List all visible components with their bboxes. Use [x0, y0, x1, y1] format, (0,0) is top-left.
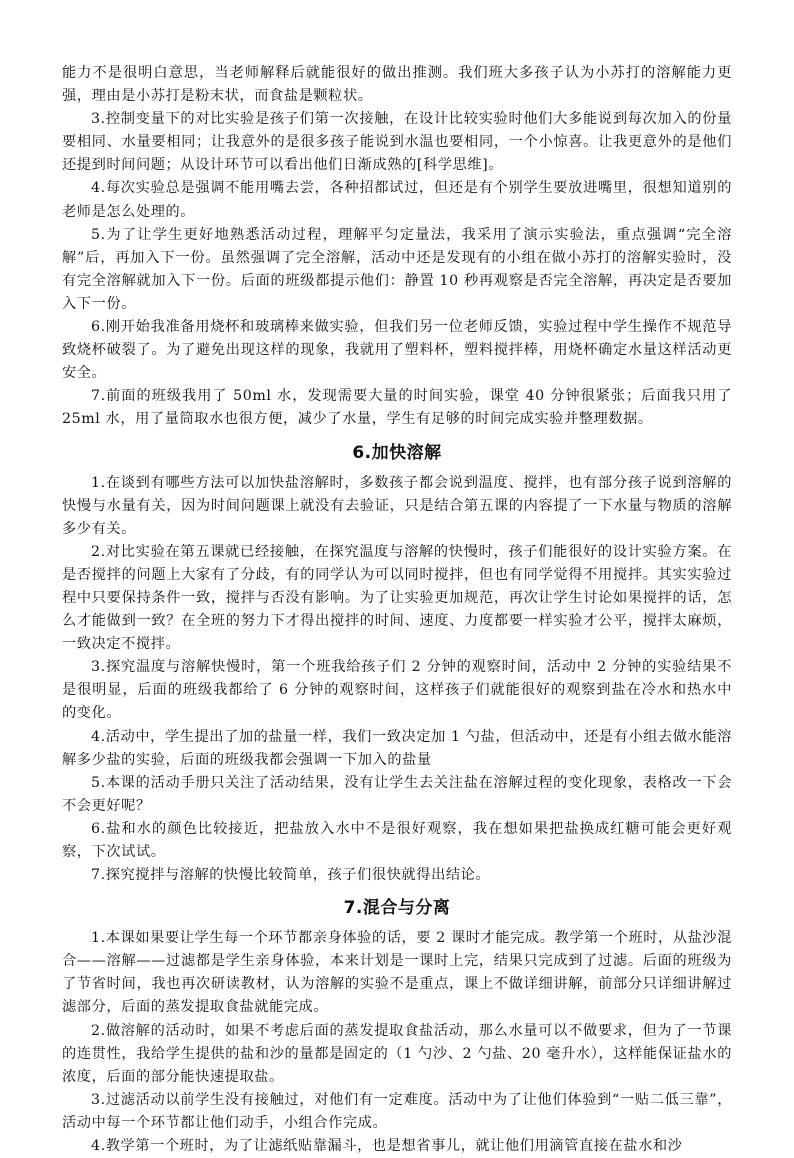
list-item: 3.探究温度与溶解快慢时，第一个班我给孩子们 2 分钟的观察时间，活动中 2 分钟的实验结果不是很明显，后面的班级我都给了 6 分钟的观察时间，这样孩子们就能很好的观察到盐在冷水和热水中的变化。	[62, 659, 732, 722]
list-item: 2.对比实验在第五课就已经接触，在探究温度与溶解的快慢时，孩子们能很好的设计实验方案。在是否搅拌的问题上大家有了分歧，有的同学认为可以同时搅拌，但也有同学觉得不用搅拌。其实实验过程中只要保持条件一致，搅拌与否没有影响。为了让实验更加规范，再次让学生讨论如果搅拌的话，怎么才能做到一致？在全班的努力下才得出搅拌的时间、速度、力度都要一样实验才公平，搅拌太麻烦，一致决定不搅拌。	[62, 543, 732, 653]
list-item: 4.教学第一个班时，为了让滤纸贴靠漏斗，也是想省事儿，就让他们用滴管直接在盐水和沙	[91, 1138, 683, 1155]
list-item: 2.做溶解的活动时，如果不考虑后面的蒸发提取食盐活动，那么水量可以不做要求，但为了一节课的连贯性，我给学生提供的盐和沙的量都是固定的（1 勺沙、2 勺盐、20 毫升水），这样能保证盐水的浓度，后面的部分能快速提取盐。	[62, 1022, 732, 1085]
list-item: 6.盐和水的颜色比较接近，把盐放入水中不是很好观察，我在想如果把盐换成红糖可能会更好观察，下次试试。	[62, 820, 732, 860]
intro-paragraph: 能力不是很明白意思，当老师解释后就能很好的做出推测。我们班大多孩子认为小苏打的溶解能力更强，理由是小苏打是粉末状，而食盐是颗粒状。	[62, 65, 732, 105]
list-item: 4.活动中，学生提出了加的盐量一样，我们一致决定加 1 勺盐，但活动中，还是有小组去做水能溶解多少盐的实验，后面的班级我都会强调一下加入的盐量	[62, 728, 732, 768]
section5-list	[62, 108, 732, 431]
list-item: 4.每次实验总是强调不能用嘴去尝，各种招都试过，但还是有个别学生要放进嘴里，很想知道别的老师是怎么处理的。	[62, 180, 732, 220]
list-item: 5.本课的活动手册只关注了活动结果，没有让学生去关注盐在溶解过程的变化现象，表格改一下会不会更好呢？	[62, 774, 732, 814]
list-item: 7.探究搅拌与溶解的快慢比较简单，孩子们很快就得出结论。	[91, 867, 491, 884]
section7-list	[62, 927, 732, 1158]
document-page	[62, 62, 732, 1158]
list-item: 7.前面的班级我用了 50ml 水，发现需要大量的时间实验，课堂 40 分钟很紧张；后面我只用了 25ml 水，用了量筒取水也很方便，减少了水量，学生有足够的时间完成实验并整理数据。	[62, 388, 732, 428]
list-item: 3.控制变量下的对比实验是孩子们第一次接触，在设计比较实验时他们大多能说到每次加入的份量要相同、水量要相同；让我意外的是很多孩子能说到水温也要相同，一个小惊喜。让我更意外的是他们还提到时间问题；从设计环节可以看出他们日渐成熟的[科学思维]。	[62, 111, 732, 174]
section6-list	[62, 472, 732, 888]
list-item: 6.刚开始我准备用烧杯和玻璃棒来做实验，但我们另一位老师反馈，实验过程中学生操作不规范导致烧杯破裂了。为了避免出现这样的现象，我就用了塑料杯，塑料搅拌棒，用烧杯确定水量这样活动更安全。	[62, 319, 732, 382]
section-heading-6: 6.加快溶解	[352, 442, 442, 463]
list-item: 3.过滤活动以前学生没有接触过，对他们有一定难度。活动中为了让他们体验到“一贴二低三靠”，活动中每一个环节都让他们动手，小组合作完成。	[62, 1091, 732, 1131]
list-item: 1.本课如果要让学生每一个环节都亲身体验的话，要 2 课时才能完成。教学第一个班时，从盐沙混合——溶解——过滤都是学生亲身体验，本来计划是一课时上完，结果只完成到了过滤。后面的班级为了节省时间，我也再次研读教材，认为溶解的实验不是重点，课上不做详细讲解，前部分只详细讲解过滤部分，后面的蒸发提取食盐就能完成。	[62, 930, 732, 1016]
section-heading-7: 7.混合与分离	[343, 898, 451, 919]
list-item: 5.为了让学生更好地熟悉活动过程，理解平匀定量法，我采用了演示实验法，重点强调“完全溶解”后，再加入下一份。虽然强调了完全溶解，活动中还是发现有的小组在做小苏打的溶解实验时，没有完全溶解就加入下一份。后面的班级都提示他们：静置 10 秒再观察是否完全溶解，再决定是否要加入下一份。	[62, 226, 732, 312]
list-item: 1.在谈到有哪些方法可以加快盐溶解时，多数孩子都会说到温度、搅拌，也有部分孩子说到溶解的快慢与水量有关，因为时间问题课上就没有去验证，只是结合第五课的内容提了一下水量与物质的溶解多少有关。	[62, 474, 732, 537]
